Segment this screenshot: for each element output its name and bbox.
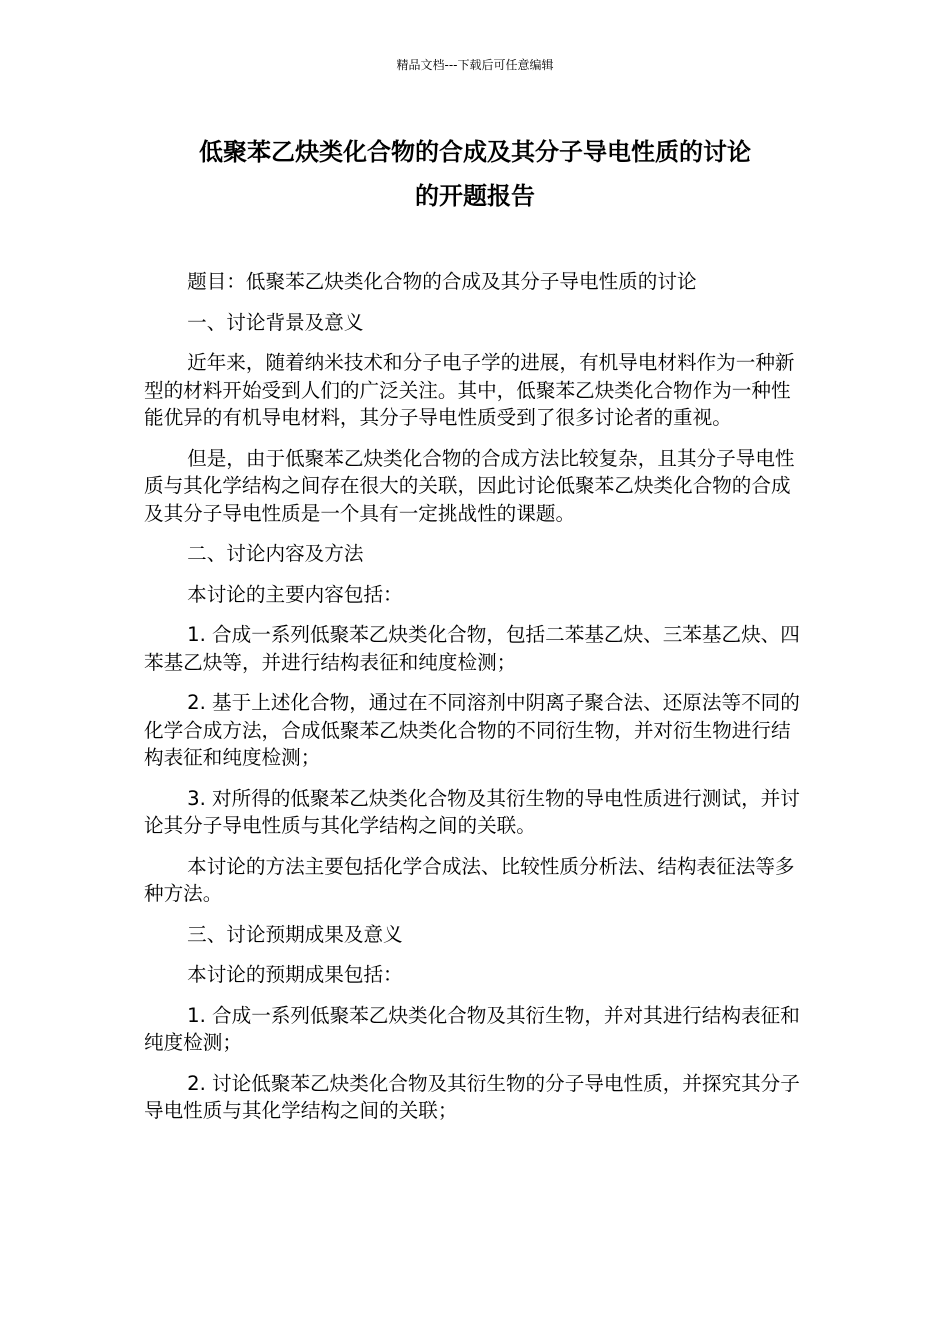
section-heading-outcomes: 三、讨论预期成果及意义 <box>187 922 403 946</box>
body-paragraph: 近年来，随着纳米技术和分子电子学的进展，有机导电材料作为一种新型的材料开始受到人们的广泛关注。其中，低聚苯乙炔类化合物作为一种性能优异的有机导电材料，其分子导电性质受到了很多讨论者的重视。 <box>144 351 795 429</box>
document-title <box>120 130 830 218</box>
list-item: 3. 对所得的低聚苯乙炔类化合物及其衍生物的导电性质进行测试，并讨论其分子导电性质与其化学结构之间的关联。 <box>144 786 800 837</box>
title-line-2: 的开题报告 <box>415 182 535 210</box>
list-item: 1. 合成一系列低聚苯乙炔类化合物，包括二苯基乙炔、三苯基乙炔、四苯基乙炔等，并进行结构表征和纯度检测； <box>144 623 800 674</box>
list-item: 2. 基于上述化合物，通过在不同溶剂中阴离子聚合法、还原法等不同的化学合成方法，合成低聚苯乙炔类化合物的不同衍生物，并对衍生物进行结构表征和纯度检测； <box>144 691 800 769</box>
topic-line: 题目：低聚苯乙炔类化合物的合成及其分子导电性质的讨论 <box>187 270 697 293</box>
document-body <box>144 268 808 1138</box>
body-paragraph: 但是，由于低聚苯乙炔类化合物的合成方法比较复杂，且其分子导电性质与其化学结构之间存在很大的关联，因此讨论低聚苯乙炔类化合物的合成及其分子导电性质是一个具有一定挑战性的课题。 <box>144 446 795 525</box>
list-item: 1. 合成一系列低聚苯乙炔类化合物及其衍生物，并对其进行结构表征和纯度检测； <box>144 1003 800 1054</box>
body-paragraph: 本讨论的预期成果包括： <box>187 963 403 986</box>
page-header: 精品文档---下载后可任意编辑 <box>396 58 554 72</box>
list-item: 2. 讨论低聚苯乙炔类化合物及其衍生物的分子导电性质，并探究其分子导电性质与其化学结构之间的关联； <box>144 1071 800 1122</box>
section-heading-content: 二、讨论内容及方法 <box>187 542 364 565</box>
body-paragraph: 本讨论的主要内容包括： <box>187 582 403 606</box>
title-line-1: 低聚苯乙炔类化合物的合成及其分子导电性质的讨论 <box>199 138 751 166</box>
section-heading-background: 一、讨论背景及意义 <box>187 310 364 334</box>
body-paragraph: 本讨论的方法主要包括化学合成法、比较性质分析法、结构表征法等多种方法。 <box>144 854 795 905</box>
